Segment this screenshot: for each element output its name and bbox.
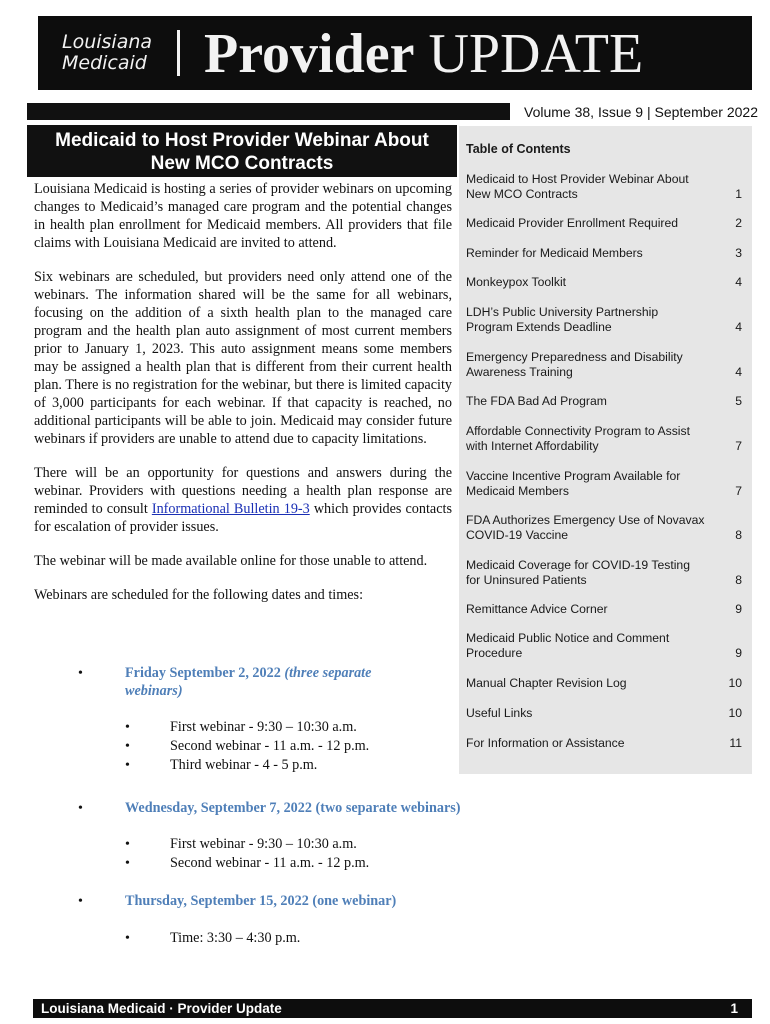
brand-line-2: Medicaid	[62, 52, 147, 74]
toc-entry-label: Medicaid Coverage for COVID-19 Testing for Uninsured Patients	[466, 558, 690, 587]
toc-entry-label: Monkeypox Toolkit	[466, 275, 567, 289]
toc-entry[interactable]	[466, 706, 742, 721]
schedule-slot: First webinar - 9:30 – 10:30 a.m.	[170, 719, 357, 735]
paragraph-online: The webinar will be made available online for those unable to attend.	[34, 553, 428, 569]
brand-logo	[62, 32, 152, 74]
article-heading-line-2: New MCO Contracts	[150, 153, 334, 174]
newsletter-title	[204, 24, 643, 84]
toc-entry[interactable]	[466, 558, 742, 588]
table-of-contents	[459, 126, 752, 774]
toc-entry[interactable]	[466, 602, 742, 617]
schedule-slot: Second webinar - 11 a.m. - 12 p.m.	[170, 855, 370, 871]
bullet-icon: •	[125, 758, 130, 773]
schedule-day-1	[125, 664, 425, 700]
toc-entry-label: LDH’s Public University Partnership Program Extends Deadline	[466, 305, 659, 334]
toc-entry-page: 7	[735, 484, 742, 498]
title-bold: Provider	[204, 23, 415, 85]
paragraph-questions-text: There will be an opportunity for questions and answers during the webinar. Providers with questions needing a health plan response are reminded to consult	[34, 465, 452, 517]
toc-entry-label: Medicaid to Host Provider Webinar About New MCO Contracts	[466, 172, 689, 201]
schedule-slot: Time: 3:30 – 4:30 p.m.	[170, 930, 301, 946]
bullet-icon: •	[78, 801, 83, 816]
toc-entry-page: 4	[735, 320, 742, 334]
toc-title: Table of Contents	[466, 142, 571, 156]
toc-entry-page: 11	[729, 736, 742, 750]
schedule-slot: First webinar - 9:30 – 10:30 a.m.	[170, 836, 357, 852]
toc-entry-label: Manual Chapter Revision Log	[466, 676, 627, 690]
paragraph-intro: Louisiana Medicaid is hosting a series of provider webinars on upcoming changes to Medicaid’s managed care program and the potential changes in health plan enrollment for Medicaid members. All providers that file claims with Louisiana Medicaid are invited to attend.	[34, 181, 452, 251]
bullet-icon: •	[125, 739, 130, 754]
toc-entry[interactable]	[466, 246, 742, 261]
toc-entry-label: For Information or Assistance	[466, 736, 625, 750]
issue-info: Volume 38, Issue 9 | September 2022	[524, 104, 759, 120]
bullet-icon: •	[125, 837, 130, 852]
page-number: 1	[730, 1001, 738, 1016]
toc-entry-label: Useful Links	[466, 706, 533, 720]
toc-entry-label: Emergency Preparedness and Disability Awareness Training	[466, 350, 683, 379]
bullet-icon: •	[125, 931, 130, 946]
informational-bulletin-link[interactable]: Informational Bulletin 19-3	[151, 501, 310, 517]
footer-title: Louisiana Medicaid · Provider Update	[41, 1001, 282, 1016]
bullet-icon: •	[78, 666, 83, 681]
paragraph-questions	[34, 464, 452, 536]
toc-entry[interactable]	[466, 424, 742, 454]
toc-entry-page: 10	[728, 706, 742, 720]
schedule-day-2: Wednesday, September 7, 2022 (two separate webinars)	[125, 800, 461, 816]
toc-entry-label: Reminder for Medicaid Members	[466, 246, 643, 260]
schedule-day-1-date: Friday September 2, 2022	[125, 665, 281, 681]
paragraph-schedule-intro: Webinars are scheduled for the following dates and times:	[34, 587, 364, 603]
toc-entry[interactable]	[466, 631, 742, 661]
toc-entry[interactable]	[466, 216, 742, 231]
schedule-slot: Third webinar - 4 - 5 p.m.	[170, 757, 318, 773]
brand-line-1: Louisiana	[62, 31, 153, 53]
toc-entry-label: Affordable Connectivity Program to Assist with Internet Affordability	[466, 424, 690, 453]
toc-entry-page: 7	[735, 439, 742, 453]
header-rule	[27, 103, 510, 120]
schedule-day-1-note: (three separate webinars)	[125, 665, 372, 699]
toc-entry-label: FDA Authorizes Emergency Use of Novavax COVID-19 Vaccine	[466, 513, 705, 542]
paragraph-details: Six webinars are scheduled, but providers need only attend one of the webinars. The information shared will be the same for all webinars, focusing on the addition of a sixth health plan to the managed care program and the health plan auto assignment of most current members prior to January 1, 2023. This auto assignment means some members may be assigned a health plan that is different from their current health plan. There is no registration for the webinar, but there is limited capacity of 3,000 participants for each webinar. If that capacity is reached, no additional participants will be able to join. Medicaid may consider future webinars if providers are unable to attend due to capacity limitations.	[34, 269, 452, 447]
toc-entry-page: 8	[735, 573, 742, 587]
toc-entry[interactable]	[466, 394, 742, 409]
article-body	[34, 180, 452, 620]
toc-entry-page: 1	[735, 187, 742, 201]
toc-entry-page: 5	[735, 394, 742, 408]
toc-entry-label: Medicaid Public Notice and Comment Procedure	[466, 631, 670, 660]
toc-entry-page: 8	[735, 528, 742, 542]
title-light: UPDATE	[428, 23, 644, 85]
toc-entry-label: The FDA Bad Ad Program	[466, 394, 607, 408]
paragraph-questions-tail: which provides contacts for escalation of provider issues.	[34, 501, 452, 535]
toc-entry[interactable]	[466, 350, 742, 380]
toc-entry-page: 9	[735, 602, 742, 616]
toc-entry-page: 10	[728, 676, 742, 690]
toc-entry-label: Medicaid Provider Enrollment Required	[466, 216, 679, 230]
toc-entry-page: 9	[735, 646, 742, 660]
toc-entry-page: 4	[735, 275, 742, 289]
toc-entry-page: 2	[735, 216, 742, 230]
masthead	[38, 16, 752, 90]
toc-entry[interactable]	[466, 469, 742, 499]
toc-entry-page: 3	[735, 246, 742, 260]
toc-entry-label: Remittance Advice Corner	[466, 602, 608, 616]
toc-entry[interactable]	[466, 676, 742, 691]
toc-entry[interactable]	[466, 736, 742, 751]
masthead-divider	[177, 30, 180, 76]
toc-entry[interactable]	[466, 305, 742, 335]
schedule-slot: Second webinar - 11 a.m. - 12 p.m.	[170, 738, 370, 754]
schedule-day-3: Thursday, September 15, 2022 (one webinar)	[125, 893, 397, 909]
toc-entry-page: 4	[735, 365, 742, 379]
bullet-icon: •	[78, 894, 83, 909]
toc-entry[interactable]	[466, 275, 742, 290]
toc-entry[interactable]	[466, 172, 742, 202]
bullet-icon: •	[125, 856, 130, 871]
bullet-icon: •	[125, 720, 130, 735]
toc-entry[interactable]	[466, 513, 742, 543]
article-heading-line-1: Medicaid to Host Provider Webinar About	[55, 130, 429, 151]
toc-entry-label: Vaccine Incentive Program Available for Medicaid Members	[466, 469, 681, 498]
article-heading	[27, 125, 457, 177]
page-footer	[33, 999, 752, 1018]
